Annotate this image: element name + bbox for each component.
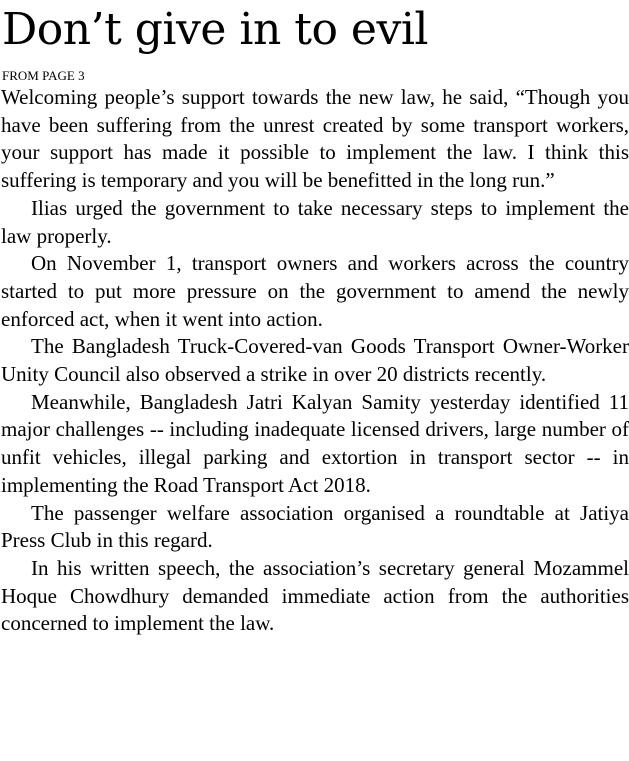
paragraph: The Bangladesh Truck-Covered-van Goods Transport Owner-Worker Unity Council also observed a strike in over 20 districts recently. — [1, 334, 629, 387]
paragraph: On November 1, transport owners and workers across the country started to put more pressure on the government to amend the newly enforced act, when it went into action. — [1, 251, 629, 331]
headline: Don’t give in to evil — [2, 4, 428, 55]
continued-from-label: FROM PAGE 3 — [2, 68, 85, 83]
paragraph: Welcoming people’s support towards the new law, he said, “Though you have been suffering from the unrest created by some transport workers, your support has made it possible to implement the law. I think this suffering is temporary and you will be benefitted in the long run.” — [1, 85, 629, 193]
article-body — [0, 84, 629, 638]
paragraph: In his written speech, the association’s secretary general Mozammel Hoque Chowdhury demanded immediate action from the authorities concerned to implement the law. — [1, 555, 629, 636]
paragraph: The passenger welfare association organised a roundtable at Jatiya Press Club in this regard. — [1, 500, 629, 553]
paragraph: Ilias urged the government to take necessary steps to implement the law properly. — [1, 195, 629, 248]
paragraph: Meanwhile, Bangladesh Jatri Kalyan Samity yesterday identified 11 major challenges -- including inadequate licensed drivers, large number of unfit vehicles, illegal parking and extortion in transport sector -- in implementing the Road Transport Act 2018. — [1, 389, 629, 497]
